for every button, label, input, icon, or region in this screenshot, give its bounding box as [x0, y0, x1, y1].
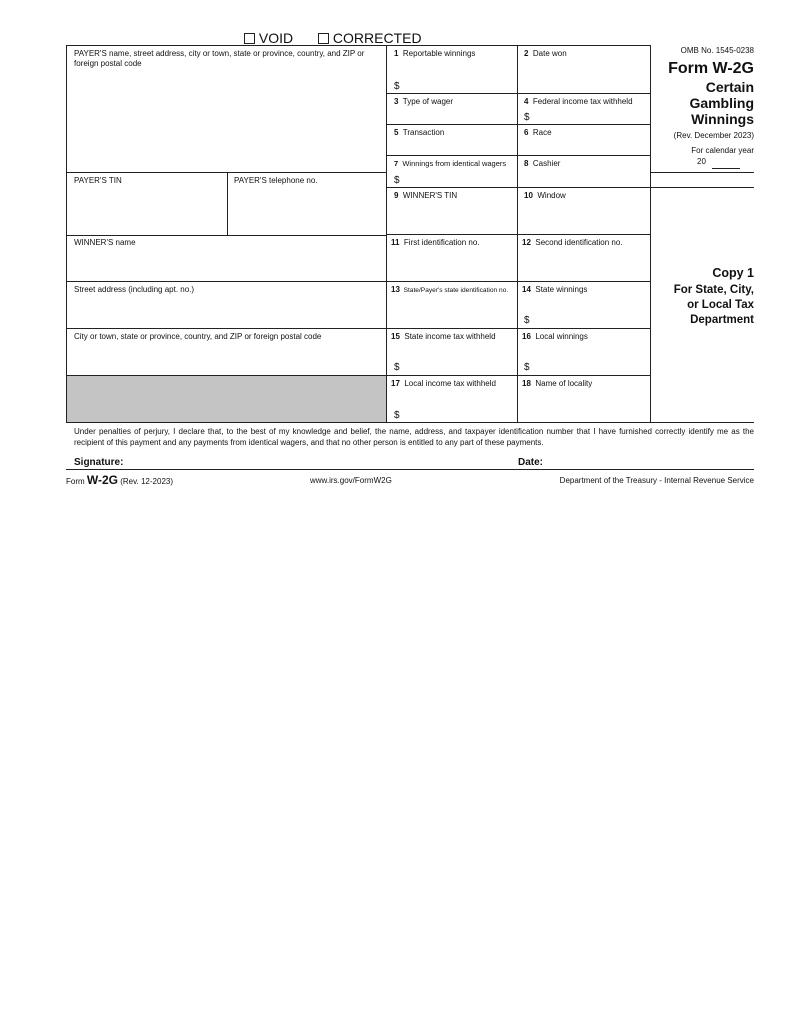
box15-text: State income tax withheld: [404, 332, 496, 341]
box1-dollar: $: [394, 81, 400, 92]
payer-tin-label: PAYER'S TIN: [74, 176, 122, 185]
box9-text: WINNER'S TIN: [402, 191, 458, 200]
box15-field[interactable]: [402, 344, 516, 375]
box16-field[interactable]: [532, 344, 649, 375]
box12-label: [522, 238, 623, 248]
box17-field[interactable]: [402, 391, 516, 422]
box14-label: [522, 285, 587, 295]
payer-phone-field[interactable]: [228, 188, 386, 235]
calendar-year-field[interactable]: [712, 158, 740, 169]
line-row3: [386, 155, 650, 156]
box13-field[interactable]: [387, 297, 517, 328]
line-winner-bottom: [66, 281, 386, 282]
line-street-bottom: [66, 328, 386, 329]
copy-desc-3: Department: [690, 314, 754, 326]
form-rev: (Rev. 12-2023): [120, 477, 173, 486]
box10-label: [524, 191, 566, 201]
perjury-statement: Under penalties of perjury, I declare that, to the best of my knowledge and belief, the name, address, and taxpayer identification number that I have furnished correctly identify me as the recipient of this payment and any payments from identical wagers, and that no other person is entitled to any part of these payments.: [74, 427, 754, 447]
irs-url: www.irs.gov/FormW2G: [310, 476, 392, 485]
box5-field[interactable]: [387, 139, 517, 155]
box3-label: [394, 97, 453, 107]
box11-field[interactable]: [387, 250, 517, 281]
box5-label: [394, 128, 444, 138]
box14-dollar: $: [524, 315, 530, 326]
box1-field[interactable]: [402, 62, 516, 92]
date-label: Date:: [518, 457, 544, 468]
box11-text: First identification no.: [403, 238, 480, 247]
box11-number: 11: [391, 238, 400, 247]
box8-text: Cashier: [532, 159, 561, 168]
box18-number: 18: [522, 379, 531, 388]
box10-field[interactable]: [518, 203, 650, 234]
box1-number: 1: [394, 49, 399, 58]
street-address-label: Street address (including apt. no.): [74, 285, 195, 294]
box16-text: Local winnings: [535, 332, 588, 341]
box4-field[interactable]: [532, 108, 649, 124]
box8-field[interactable]: [518, 170, 650, 187]
box7-text: Winnings from identical wagers: [402, 159, 507, 168]
box3-text: Type of wager: [402, 97, 454, 106]
box16-number: 16: [522, 332, 531, 341]
box8-label: [524, 159, 560, 169]
copy-desc-2: or Local Tax: [687, 299, 754, 311]
box1-label: [394, 49, 475, 59]
box18-label: [522, 379, 592, 389]
box14-number: 14: [522, 285, 531, 294]
city-field[interactable]: [67, 344, 386, 375]
box18-text: Name of locality: [535, 379, 593, 388]
treasury-dept: Department of the Treasury - Internal Revenue Service: [559, 476, 754, 485]
box7-number: 7: [394, 159, 399, 168]
payer-tin-field[interactable]: [67, 188, 227, 235]
box2-label: [524, 49, 567, 59]
box11-label: [391, 238, 480, 248]
winner-name-label: WINNER'S name: [74, 238, 136, 247]
line-tin-bottom: [66, 235, 386, 236]
title-line-certain: Certain: [705, 79, 754, 95]
calendar-year-label: For calendar year: [691, 146, 754, 155]
shaded-area: [67, 376, 386, 422]
line-row8: [386, 375, 650, 376]
box15-dollar: $: [394, 362, 400, 373]
box17-dollar: $: [394, 410, 400, 421]
box17-text: Local income tax withheld: [404, 379, 496, 388]
line-row6: [386, 281, 650, 282]
form-word: Form: [66, 477, 85, 486]
line-row4: [386, 187, 754, 188]
box17-number: 17: [391, 379, 400, 388]
form-footer-id: [66, 473, 173, 489]
signature-label: Signature:: [74, 457, 124, 468]
copy-desc-1: For State, City,: [673, 284, 754, 296]
box6-number: 6: [524, 128, 529, 137]
box12-number: 12: [522, 238, 531, 247]
calendar-year-prefix: 20: [697, 157, 706, 166]
box6-field[interactable]: [518, 139, 650, 155]
line-row7: [386, 328, 650, 329]
box8-number: 8: [524, 159, 529, 168]
box10-number: 10: [524, 191, 533, 200]
box15-number: 15: [391, 332, 400, 341]
box2-number: 2: [524, 49, 529, 58]
box15-label: [391, 332, 496, 342]
date-field[interactable]: [548, 455, 753, 469]
void-checkbox-group: [244, 31, 293, 46]
line-row5: [386, 234, 650, 235]
copy-label: Copy 1: [712, 266, 754, 280]
line-row1: [386, 93, 650, 94]
line-right-top: [650, 172, 754, 173]
box12-field[interactable]: [518, 250, 650, 281]
form-title: Form W-2G: [668, 60, 754, 77]
box14-text: State winnings: [535, 285, 588, 294]
line-row2: [386, 124, 650, 125]
box5-number: 5: [394, 128, 399, 137]
corrected-checkbox-group: [318, 31, 422, 46]
box7-label: [394, 159, 506, 169]
box17-label: [391, 379, 496, 389]
payer-phone-label: PAYER'S telephone no.: [234, 176, 318, 185]
title-line-winnings: Winnings: [691, 111, 754, 127]
box10-text: Window: [537, 191, 566, 200]
box2-field[interactable]: [518, 62, 650, 92]
box18-field[interactable]: [518, 391, 650, 422]
omb-number: OMB No. 1545-0238: [680, 46, 754, 55]
box1-text: Reportable winnings: [402, 49, 476, 58]
street-address-field[interactable]: [67, 297, 386, 328]
corrected-checkbox[interactable]: [318, 33, 329, 44]
box5-text: Transaction: [402, 128, 445, 137]
box3-field[interactable]: [387, 108, 517, 124]
box16-label: [522, 332, 588, 342]
title-line-gambling: Gambling: [689, 95, 754, 111]
form-id: W-2G: [86, 473, 118, 487]
box4-label: [524, 97, 633, 107]
form-top-border: [66, 45, 650, 46]
line-payer-bottom: [66, 172, 386, 173]
form-bottom-border: [66, 422, 754, 423]
box12-text: Second identification no.: [535, 238, 623, 247]
box13-text: State/Payer's state identification no.: [403, 287, 509, 294]
box14-field[interactable]: [532, 297, 649, 328]
box4-dollar: $: [524, 112, 530, 123]
box6-text: Race: [532, 128, 552, 137]
box9-field[interactable]: [387, 203, 517, 234]
box9-label: [394, 191, 457, 201]
box6-label: [524, 128, 552, 138]
box13-number: 13: [391, 285, 400, 294]
box7-field[interactable]: [402, 170, 516, 187]
box9-number: 9: [394, 191, 399, 200]
revision-date: (Rev. December 2023): [673, 131, 754, 140]
void-checkbox[interactable]: [244, 33, 255, 44]
payer-name-label: PAYER'S name, street address, city or town, state or province, country, and ZIP or foreign postal code: [74, 49, 365, 68]
city-label: City or town, state or province, country, and ZIP or foreign postal code: [74, 332, 322, 341]
corrected-label: CORRECTED: [332, 30, 422, 46]
box7-dollar: $: [394, 175, 400, 186]
box13-label: [391, 285, 508, 296]
winner-name-field[interactable]: [67, 250, 386, 281]
signature-field[interactable]: [130, 455, 510, 469]
payer-name-field[interactable]: [67, 72, 386, 172]
box4-number: 4: [524, 97, 529, 106]
box4-text: Federal income tax withheld: [532, 97, 633, 106]
box16-dollar: $: [524, 362, 530, 373]
signature-bottom-line: [66, 469, 754, 470]
box2-text: Date won: [532, 49, 567, 58]
box3-number: 3: [394, 97, 399, 106]
void-label: VOID: [258, 30, 294, 46]
